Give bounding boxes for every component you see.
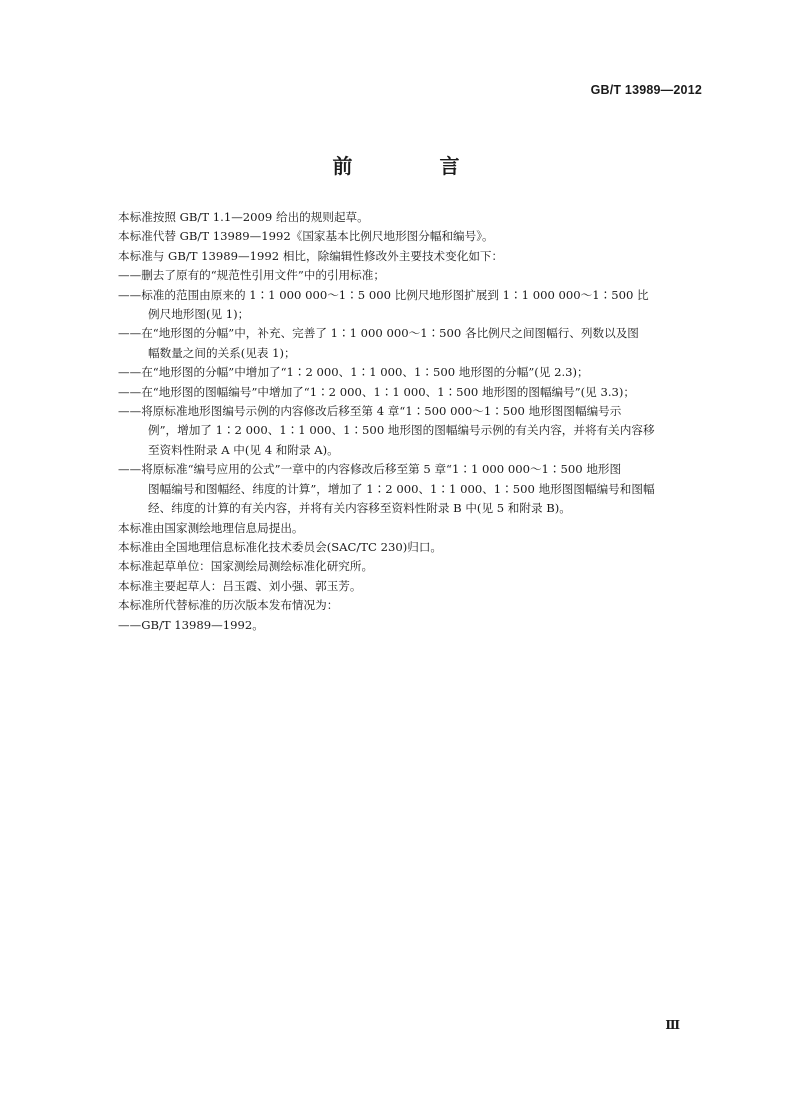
change-item-line: ——将原标准“编号应用的公式”一章中的内容修改后移至第 5 章“1∶1 000 000～1∶500 地形图 bbox=[118, 462, 622, 477]
change-item bbox=[118, 383, 704, 402]
page-title: 前 言 bbox=[332, 154, 500, 178]
change-item bbox=[118, 363, 704, 382]
change-item-line: ——在“地形图的分幅”中，补充、完善了 1∶1 000 000～1∶500 各比例尺之间图幅行、列数以及图 bbox=[118, 326, 639, 341]
page-number: Ⅲ bbox=[665, 1018, 680, 1032]
paragraph-changes-intro: 本标准与 GB/T 13989—1992 相比，除编辑性修改外主要技术变化如下： bbox=[118, 248, 504, 263]
change-item bbox=[118, 402, 704, 460]
change-item-line: 例”，增加了 1∶2 000、1∶1 000、1∶500 地形图的图幅编号示例的有关内容，并将有关内容移 bbox=[148, 423, 655, 438]
change-item-line: 经、纬度的计算的有关内容，并将有关内容移至资料性附录 B 中(见 5 和附录 B)。 bbox=[148, 501, 571, 516]
change-item-line: 幅数量之间的关系(见表 1)； bbox=[148, 345, 296, 360]
change-item bbox=[118, 286, 704, 325]
paragraph-replaces: 本标准代替 GB/T 13989—1992《国家基本比例尺地形图分幅和编号》。 bbox=[118, 229, 494, 244]
change-item bbox=[118, 266, 704, 285]
change-item-line: 图幅编号和图幅经、纬度的计算”，增加了 1∶2 000、1∶1 000、1∶500 地形图图幅编号和图幅 bbox=[148, 481, 655, 496]
change-item bbox=[118, 324, 704, 363]
paragraph-drafters: 本标准主要起草人：吕玉霞、刘小强、郭玉芳。 bbox=[118, 578, 362, 593]
paragraph-proposed-by: 本标准由国家测绘地理信息局提出。 bbox=[118, 520, 304, 535]
change-item-line: 至资料性附录 A 中(见 4 和附录 A)。 bbox=[148, 442, 339, 457]
change-item-line: ——将原标准地形图编号示例的内容修改后移至第 4 章“1∶500 000～1∶500 地形图图幅编号示 bbox=[118, 404, 622, 419]
change-item-line: ——在“地形图的分幅”中增加了“1∶2 000、1∶1 000、1∶500 地形图的分幅”(见 2.3)； bbox=[118, 365, 589, 380]
foreword-body bbox=[118, 208, 704, 635]
paragraph-drafting-rules: 本标准按照 GB/T 1.1—2009 给出的规则起草。 bbox=[118, 210, 369, 224]
paragraph-administered-by: 本标准由全国地理信息标准化技术委员会(SAC/TC 230)归口。 bbox=[118, 539, 443, 554]
paragraph-version-history-item: ——GB/T 13989—1992。 bbox=[118, 617, 264, 632]
standard-code: GB/T 13989—2012 bbox=[590, 83, 702, 97]
paragraph-version-history-intro: 本标准所代替标准的历次版本发布情况为： bbox=[118, 598, 339, 613]
change-item-line: 例尺地形图(见 1)； bbox=[148, 307, 250, 322]
change-item-line: ——删去了原有的“规范性引用文件”中的引用标准； bbox=[118, 268, 385, 283]
paragraph-drafting-unit: 本标准起草单位：国家测绘局测绘标准化研究所。 bbox=[118, 559, 374, 574]
change-item bbox=[118, 460, 704, 518]
change-item-line: ——在“地形图的图幅编号”中增加了“1∶2 000、1∶1 000、1∶500 地形图的图幅编号”(见 3.3)； bbox=[118, 384, 636, 399]
change-item-line: ——标准的范围由原来的 1∶1 000 000～1∶5 000 比例尺地形图扩展到 1∶1 000 000～1∶500 比 bbox=[118, 287, 649, 302]
